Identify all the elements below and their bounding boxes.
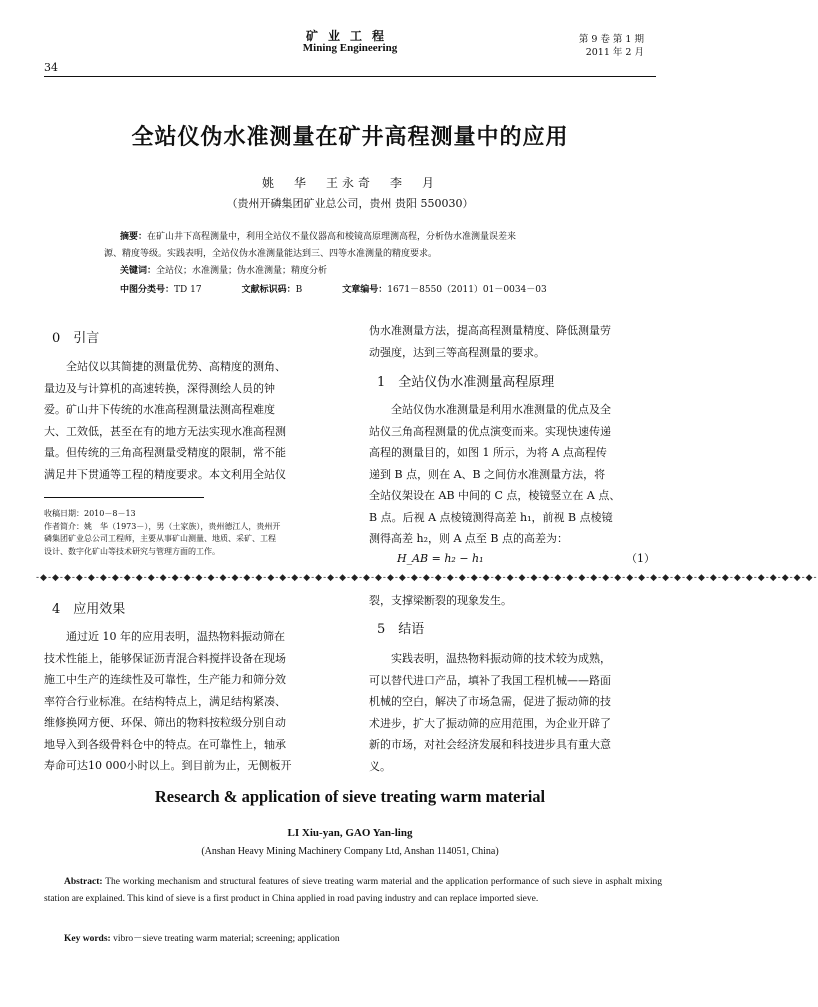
bottom-left-body: [44, 626, 292, 777]
section-5-heading: 5 结语: [377, 622, 425, 637]
issue-date: 2011 年 2 月: [585, 47, 644, 58]
paragraph-line: 量。但传统的三角高程测量受精度的限制，常不能: [44, 446, 286, 459]
footnote-line: 作者简介：姚 华（1973－），男（土家族），贵州德江人，贵州开: [44, 521, 281, 531]
right-column-top: [369, 320, 611, 363]
paragraph-line: 量边及与计算机的高速转换，深得测绘人员的钟: [44, 381, 275, 395]
equation-1: [369, 548, 655, 570]
page-number: 34: [44, 61, 58, 74]
cls-label: 中图分类号：: [120, 285, 175, 295]
english-abstract: [44, 874, 662, 908]
journal-name-cn: 矿业工程: [305, 29, 394, 43]
paragraph-line: 满足井下贯通等工程的精度要求。本文利用全站仪: [44, 467, 286, 481]
paragraph-line: 机械的空白，解决了市场急需，促进了振动筛的技: [369, 695, 611, 708]
paragraph-line: 爱。矿山井下传统的水准高程测量法测高程难度: [44, 403, 275, 416]
paragraph-line: 地导入到各级骨料仓中的特点。在可靠性上，轴承: [44, 737, 286, 751]
article-separator: -◆-◆-◆-◆-◆-◆-◆-◆-◆-◆-◆-◆-◆-◆-◆-◆-◆-◆-◆-◆-◆-◆-◆-◆-◆-◆-◆-◆-◆-◆-◆-◆-◆-◆-◆-◆-◆-◆-◆-◆-◆-◆-◆-◆-◆-◆-◆-◆-◆-◆-◆-◆-◆-◆-◆-◆-◆-◆-◆-◆-◆-◆-◆-◆-◆-: [36, 573, 818, 583]
paragraph-line: 率符合行业标准。在结构特点上，满足结构紧凑、: [44, 694, 286, 708]
cls-value: TD 17: [174, 285, 202, 295]
paragraph-line: 递到 B 点，则在 A、B 之间仿水准测量方法，将: [369, 467, 606, 481]
paragraph-line: 伪水准测量方法，提高高程测量精度、降低测量劳: [369, 324, 611, 337]
abstract-line-1: [120, 229, 516, 245]
header-rule: [44, 76, 656, 77]
doc-code-value: B: [295, 285, 303, 295]
paragraph-line: 实践表明，温热物料振动筛的技术较为成熟，: [369, 652, 611, 665]
volume: 第 9 卷 第 1 期: [578, 34, 644, 45]
paragraph-line: 通过近 10 年的应用表明，温热物料振动筛在: [44, 630, 285, 643]
paragraph-line: 测得高差 h₂，则 A 点至 B 点的高差为：: [369, 532, 569, 545]
paragraph-line: 大、工效低，甚至在有的地方无法实现水准高程测: [44, 424, 286, 438]
classification-line: [120, 282, 547, 298]
english-authors: LI Xiu-yan, GAO Yan-ling: [287, 827, 413, 839]
paragraph-line: 技术性能上，能够保证沥青混合料搅拌设备在现场: [44, 651, 286, 665]
footnote-line: 设计、数字化矿山等技术研究与管理方面的工作。: [44, 546, 220, 556]
paragraph-line: 站仪三角高程测量的优点演变而来。实现快速传递: [369, 424, 611, 438]
equation-text: H_AB = h₂ − h₁: [397, 552, 484, 565]
doc-code-label: 文献标识码：: [241, 285, 296, 295]
paragraph-line: 维修换网方便、环保、筛出的物料按粒级分别自动: [44, 716, 286, 729]
paragraph-line: 动强度，达到三等高程测量的要求。: [369, 345, 545, 359]
english-keywords-label: Key words:: [64, 934, 111, 944]
english-abstract-label: Abstract:: [64, 877, 103, 887]
footnote: [44, 508, 280, 558]
paragraph-line: 全站仪架设在 AB 中间的 C 点，棱镜竖立在 A 点、: [369, 489, 621, 502]
keywords-label: 关键词：: [120, 266, 157, 276]
abstract-line-2: 源、精度等级。实践表明，全站仪伪水准测量能达到三、四等水准测量的精度要求。: [104, 249, 438, 259]
article-no-label: 文章编号：: [342, 285, 388, 295]
issue-info: [579, 33, 644, 59]
abstract-label: 摘要：: [120, 232, 148, 242]
paragraph-line: 义。: [369, 759, 391, 773]
bottom-right-top-line: 裂，支撑梁断裂的现象发生。: [369, 594, 512, 607]
paragraph-line: 施工中生产的连续性及可靠性，生产能力和筛分效: [44, 673, 286, 686]
paragraph-line: 高程的测量目的，如图 1 所示，为将 A 点高程传: [369, 446, 607, 459]
paragraph-line: B 点。后视 A 点棱镜测得高差 h₁，前视 B 点棱镜: [369, 510, 613, 524]
paragraph-line: 新的市场，对社会经济发展和科技进步具有重大意: [369, 738, 611, 751]
journal-name-en: Mining Engineering: [302, 42, 398, 54]
affiliation: （贵州开磷集团矿业总公司，贵州 贵阳 550030）: [226, 197, 474, 210]
english-keywords-text: vibro－sieve treating warm material; screening; application: [113, 934, 340, 944]
equation-number: （1）: [626, 552, 655, 565]
footnote-rule: [44, 497, 204, 498]
paragraph-line: 全站仪伪水准测量是利用水准测量的优点及全: [369, 403, 611, 416]
left-column-body: [44, 356, 286, 485]
footnote-line: 收稿日期：2010－8－13: [44, 509, 136, 518]
paragraph-line: 可以替代进口产品，填补了我国工程机械——路面: [369, 673, 611, 687]
paragraph-line: 术进步，扩大了振动筛的应用范围，为企业开辟了: [369, 716, 611, 730]
english-abstract-text: The working mechanism and structural features of sieve treating warm material and the application performance of such sieve in asphalt mixing station are explained. This kind of sieve is a first product in China applied in road paving industry and can replace imported sieve.: [44, 877, 662, 904]
right-column-body: [369, 399, 620, 550]
footnote-line: 磷集团矿业总公司工程师，主要从事矿山测量、地质、采矿、工程: [44, 534, 276, 543]
bottom-right-body: [369, 648, 611, 777]
keywords-line: [120, 263, 327, 279]
article-no-value: 1671－8550（2011）01－0034－03: [387, 285, 547, 295]
english-keywords: [64, 930, 340, 944]
section-4-heading: 4 应用效果: [52, 602, 126, 617]
section-1-heading: 1 全站仪伪水准测量高程原理: [377, 375, 555, 390]
section-0-heading: 0 引言: [52, 331, 100, 346]
paper-title: 全站仪伪水准测量在矿井高程测量中的应用: [131, 124, 569, 150]
abstract-text-1: 在矿山井下高程测量中，利用全站仪不量仪器高和棱镜高原理测高程，分析伪水准测量误差来: [147, 232, 517, 242]
keywords-cn: 全站仪；水准测量；伪水准测量；精度分析: [156, 266, 328, 276]
paragraph-line: 全站仪以其简捷的测量优势、高精度的测角、: [44, 360, 286, 373]
english-title: Research & application of sieve treating warm material: [154, 787, 546, 806]
paragraph-line: 寿命可达10 000小时以上。到目前为止，无侧板开: [44, 759, 292, 772]
english-affiliation: (Anshan Heavy Mining Machinery Company Ltd, Anshan 114051, China): [201, 846, 499, 857]
authors: 姚 华 王永奇 李 月: [261, 176, 438, 190]
